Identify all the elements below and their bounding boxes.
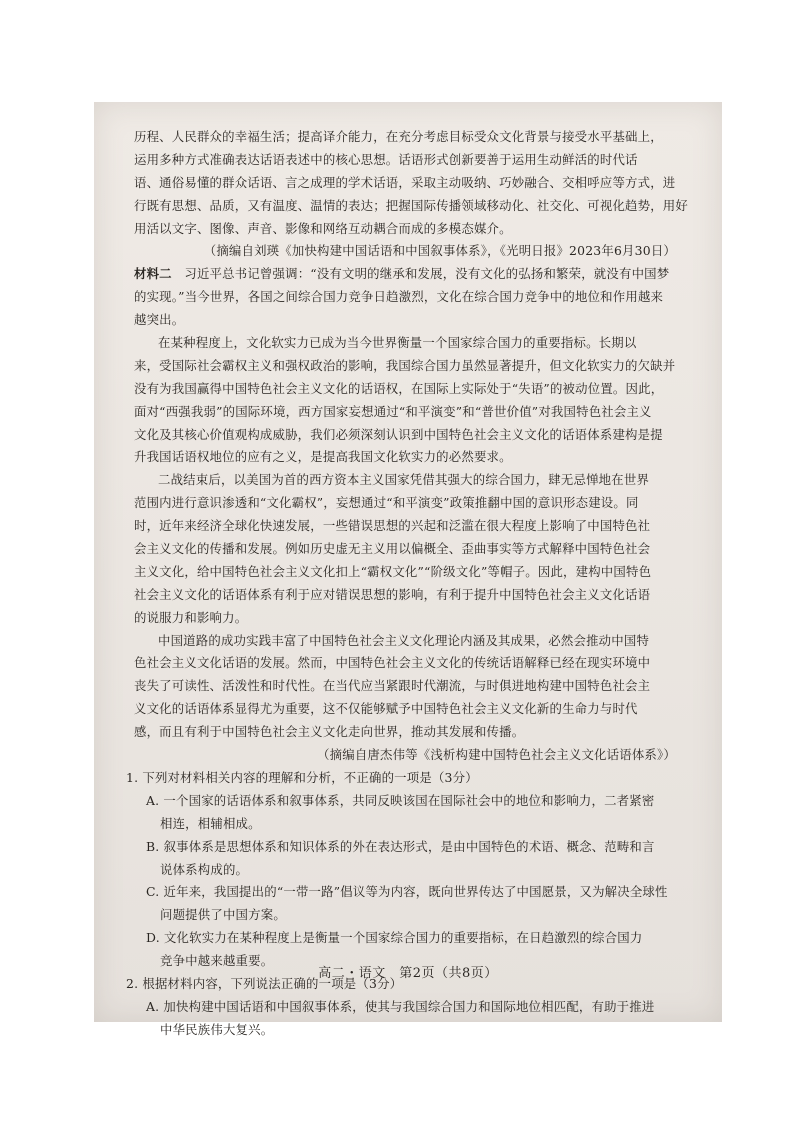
- text-line: 运用多种方式准确表达话语表述中的核心思想。话语形式创新要善于运用生动鲜活的时代话: [134, 151, 638, 167]
- text-line: 历程、人民群众的幸福生活；提高译介能力，在充分考虑目标受众文化背景与接受水平基础上，: [134, 129, 663, 144]
- text-line: 感，而且有利于中国特色社会主义文化走向世界，推动其发展和传播。: [134, 724, 525, 740]
- text-line: 主义文化，给中国特色社会主义文化扣上“霸权文化”“阶级文化”等帽子。因此，建构中国特色: [134, 563, 652, 579]
- text-line: 的实现。”当今世界，各国之间综合国力竞争日趋激烈，文化在综合国力竞争中的地位和作用越来: [134, 289, 664, 305]
- q1-option-c-cont: 问题提供了中国方案。: [160, 907, 286, 923]
- text-line: 义文化的话语体系显得尤为重要，这不仅能够赋予中国特色社会主义文化新的生命力与时代: [134, 701, 638, 717]
- text-line: 的说服力和影响力。: [134, 609, 248, 625]
- material2-label: 材料二: [134, 266, 172, 282]
- text-line: 面对“西强我弱”的国际环境，西方国家妄想通过“和平演变”和“普世价值”对我国特色社会主义: [134, 403, 652, 419]
- q1-option-c: C. 近年来，我国提出的“一带一路”倡议等为内容，既向世界传达了中国愿景，又为解决全球性: [146, 884, 668, 900]
- text-line: 行既有思想、品质，又有温度、温情的表达；把握国际传播领域移动化、社交化、可视化趋势，用好: [134, 197, 688, 213]
- exam-paper: [94, 102, 722, 1037]
- text-line: 二战结束后，以美国为首的西方资本主义国家凭借其强大的综合国力，肆无忌惮地在世界: [158, 472, 650, 488]
- q2-option-a: A. 加快构建中国话语和中国叙事体系，使其与我国综合国力和国际地位相匹配，有助于推进: [146, 998, 655, 1014]
- q1-option-b-cont: 说体系构成的。: [160, 861, 249, 877]
- text-line: 色社会主义文化话语的发展。然而，中国特色社会主义文化的传统话语解释已经在现实环境中: [134, 655, 651, 671]
- q1-option-a: A. 一个国家的话语体系和叙事体系，共同反映该国在国际社会中的地位和影响力，二者紧密: [146, 792, 655, 808]
- text-line: 时，近年来经济全球化快速发展，一些错误思想的兴起和泛滥在很大程度上影响了中国特色社: [134, 518, 651, 534]
- q1-option-b: B. 叙事体系是思想体系和知识体系的外在表达形式，是由中国特色的术语、概念、范畴和言: [146, 838, 655, 854]
- text-line: 社会主义文化的话语体系有利于应对错误思想的影响，有利于提升中国特色社会主义文化话语: [134, 586, 651, 602]
- text-line: 用活以文字、图像、声音、影像和网络互动耦合而成的多模态媒介。: [134, 220, 512, 236]
- page-footer: 高二・语文 第2页（共8页）: [318, 966, 498, 981]
- text-line: 在某种程度上，文化软实力已成为当今世界衡量一个国家综合国力的重要指标。长期以: [158, 335, 637, 351]
- page-content: [126, 126, 688, 1042]
- q1-option-a-cont: 相连，相辅相成。: [160, 815, 261, 831]
- text-line: 丧失了可读性、活泼性和时代性。在当代应当紧跟时代潮流，与时俱进地构建中国特色社会主: [134, 678, 651, 694]
- text-line: 升我国话语权地位的应有之义，是提高我国文化软实力的必然要求。: [134, 449, 512, 465]
- text-line: 语、通俗易懂的群众话语、言之成理的学术话语，采取主动吸纳、巧妙融合、交相呼应等方式，进: [134, 174, 676, 190]
- q1-option-d: D. 文化软实力在某种程度上是衡量一个国家综合国力的重要指标，在日趋激烈的综合国力: [146, 930, 643, 946]
- text-line: 会主义文化的传播和发展。例如历史虚无主义用以偏概全、歪曲事实等方式解释中国特色社会: [134, 541, 651, 557]
- material2-first-line: [134, 263, 684, 286]
- q1-option-d-cont: 竞争中越来越重要。: [160, 953, 274, 969]
- material2-text: 习近平总书记曾强调：“没有文明的继承和发展，没有文化的弘扬和繁荣，就没有中国梦: [184, 266, 670, 282]
- text-line: 越突出。: [134, 312, 185, 328]
- question-2-stem: 2. 根据材料内容，下列说法正确的一项是（3分）: [126, 975, 403, 991]
- text-line: 没有为我国赢得中国特色社会主义文化的话语权，在国际上实际处于“失语”的被动位置。因此，: [134, 380, 664, 396]
- text-line: 文化及其核心价值观构成威胁，我们必须深刻认识到中国特色社会主义文化的话语体系建构是提: [134, 426, 663, 442]
- text-line: 来，受国际社会霸权主义和强权政治的影响，我国综合国力虽然显著提升，但文化软实力的欠缺并: [134, 357, 676, 373]
- source-citation-1: （摘编自刘瑛《加快构建中国话语和中国叙事体系》，《光明日报》2023年6月30日）: [203, 243, 676, 259]
- text-line: 范围内进行意识渗透和“文化霸权”，妄想通过“和平演变”政策推翻中国的意识形态建设。同: [134, 495, 639, 511]
- q2-option-a-cont: 中华民族伟大复兴。: [160, 1021, 274, 1037]
- source-citation-2: （摘编自唐杰伟等《浅析构建中国特色社会主义文化话语体系》）: [317, 747, 676, 763]
- question-1-stem: 1. 下列对材料相关内容的理解和分析，不正确的一项是（3分）: [126, 769, 478, 785]
- text-line: 中国道路的成功实践丰富了中国特色社会主义文化理论内涵及其成果，必然会推动中国特: [158, 632, 650, 648]
